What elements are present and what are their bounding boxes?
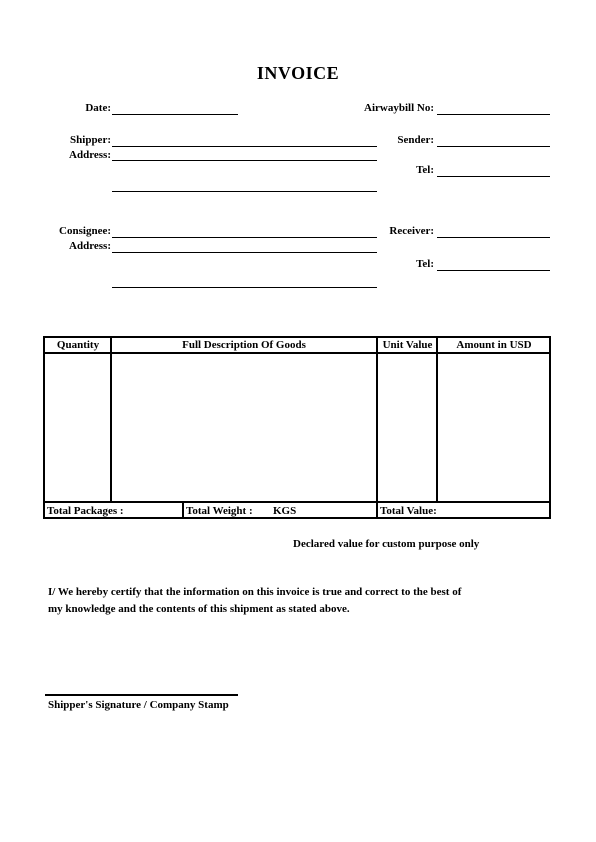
weight-unit-label: KGS [273, 505, 297, 517]
page-title: INVOICE [256, 63, 340, 83]
signature-line[interactable] [45, 694, 238, 696]
goods-cell-amount[interactable] [438, 354, 549, 501]
shipper-address-field-2[interactable] [112, 191, 377, 192]
goods-cell-quantity[interactable] [45, 354, 110, 501]
receiver-tel-field[interactable] [437, 270, 550, 271]
receiver-tel-label: Tel: [416, 258, 434, 270]
goods-table-footer-divider [43, 501, 551, 503]
declared-value-note: Declared value for custom purpose only [293, 538, 480, 550]
shipper-address-label: Address: [69, 149, 111, 161]
receiver-field[interactable] [437, 237, 550, 238]
consignee-address-field-1[interactable] [112, 252, 377, 253]
airwaybill-field[interactable] [437, 114, 550, 115]
date-field[interactable] [112, 114, 238, 115]
sender-label: Sender: [397, 134, 434, 146]
goods-header-amount: Amount in USD [456, 339, 532, 351]
sender-tel-label: Tel: [416, 164, 434, 176]
consignee-address-label: Address: [69, 240, 111, 252]
goods-header-unit-value: Unit Value [382, 339, 433, 351]
goods-cell-description[interactable] [112, 354, 376, 501]
certification-line-2: my knowledge and the contents of this shipment as stated above. [48, 603, 350, 615]
goods-cell-unit-value[interactable] [378, 354, 436, 501]
sender-tel-field[interactable] [437, 176, 550, 177]
total-value-label: Total Value: [380, 505, 437, 517]
airwaybill-label: Airwaybill No: [364, 102, 434, 114]
receiver-label: Receiver: [389, 225, 434, 237]
date-label: Date: [85, 102, 111, 114]
consignee-field[interactable] [112, 237, 377, 238]
goods-header-description: Full Description Of Goods [182, 339, 306, 351]
shipper-label: Shipper: [70, 134, 111, 146]
consignee-label: Consignee: [59, 225, 111, 237]
signature-label: Shipper's Signature / Company Stamp [48, 699, 229, 711]
shipper-address-field-1[interactable] [112, 160, 377, 161]
total-packages-label: Total Packages : [47, 505, 124, 517]
shipper-field[interactable] [112, 146, 377, 147]
consignee-address-field-2[interactable] [112, 287, 377, 288]
goods-footer-divider [182, 501, 184, 519]
certification-line-1: I/ We hereby certify that the information on this invoice is true and correct to the best of [48, 586, 462, 598]
goods-header-quantity: Quantity [56, 339, 100, 351]
sender-field[interactable] [437, 146, 550, 147]
total-weight-label: Total Weight : [186, 505, 253, 517]
